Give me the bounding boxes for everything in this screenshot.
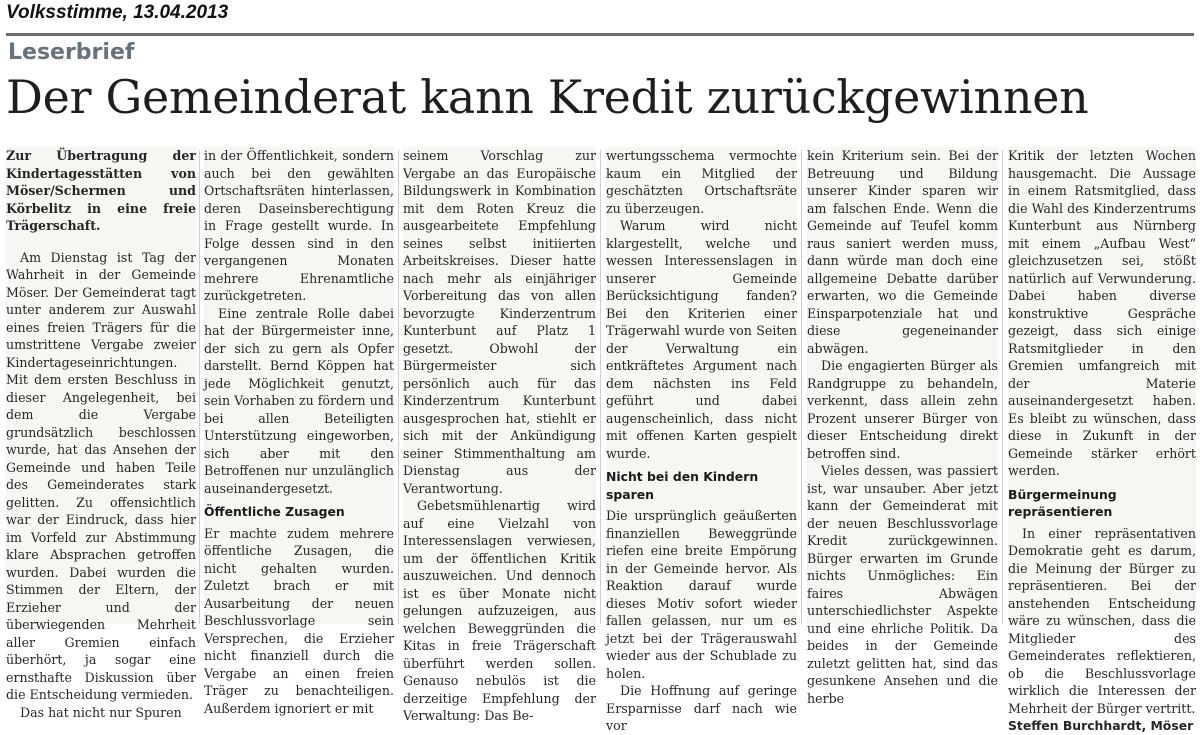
paragraph: Gebetsmühlenartig wird auf eine Vielzahl von Interessenslagen verwiesen, um der öffentlichen Kritik auszuweichen. Und dennoch ist es über Monate nicht gelungen aufzuzeigen, aus welchen Beweggründen die Kitas in freie Trägerschaft überführt werden sollen. Genauso nebulös ist die derzeitige Empfehlung der Verwaltung: Das Be- <box>403 498 596 723</box>
article-column-6 <box>1008 147 1196 733</box>
paragraph: seinem Vorschlag zur Vergabe an das Europäische Bildungswerk in Kombination mit dem Roten Kreuz die ausgearbeitete Empfehlung seines selbst initiierten Arbeitskreises. Dieser hatte nach mehr als einjähriger Vorbereitung das von allen bevorzugte Kinderzentrum Kunterbunt auf Platz 1 gesetzt. Obwohl der Bürgermeister sich persönlich auch für das Kinderzentrum Kunterbunt ausgesprochen hat, stiehlt er sich mit der Ankündigung seiner Stimmenthaltung am Dienstag aus der Verantwortung. <box>403 148 596 496</box>
headline: Der Gemeinderat kann Kredit zurückgewinnen <box>6 70 1089 124</box>
source-line: Volksstimme, 13.04.2013 <box>6 2 229 23</box>
paragraph: Vieles dessen, was passiert ist, war unsauber. Aber jetzt kann der Gemeinderat mit der neuen Beschlussvorlage Kredit zurückgewinnen. Bürger erwarten im Grunde nichts Unmögliches: Ein faires Abwägen unterschiedlichster Aspekte und eine ehrliche Politik. Da beides in der Gemeinde zuletzt gelitten hat, sind das gesunkene Ansehen und die herbe <box>807 463 998 706</box>
article-column-1 <box>6 147 196 720</box>
subheading: Nicht bei den Kindern sparen <box>606 469 759 502</box>
article-column-2 <box>204 147 394 716</box>
paragraph: kein Kriterium sein. Bei der Betreuung und Bildung unserer Kinder sparen wir am falschen Ende. Wenn die Gemeinde auf Teufel komm raus saniert werden muss, dann würde man doch eine allgemeine Debatte darüber erwarten, wo die Gemeinde Einsparpotenziale hat und diese gegeneinander abwägen. <box>807 148 998 356</box>
paragraph: In einer repräsentativen Demokratie geht es darum, die Meinung der Bürger zu repräsentieren. Bei der anstehenden Entscheidung wäre zu wünschen, dass die Mitglieder des Gemeinderates reflektieren, ob die Beschlussvorlage wirklich die Interessen der Mehrheit der Bürger vertritt. <box>1008 525 1196 716</box>
lead-paragraph: Zur Übertragung der Kindertagesstätten von Möser/Schermen und Körbelitz in eine freie Trägerschaft. <box>6 148 196 233</box>
subheading: Öffentliche Zusagen <box>204 504 345 519</box>
paragraph: Die ursprünglich geäußerten finanziellen Beweggründe riefen eine breite Empörung in der Gemeinde hervor. Als Reaktion darauf wurde dieses Motiv sofort wieder fallen gelassen, nur um es jetzt bei der Trägerauswahl wieder aus der Schublade zu holen. <box>606 508 797 681</box>
paragraph: Die Hoffnung auf geringe Ersparnisse darf nach wie vor <box>606 683 797 733</box>
paragraph: Er machte zudem mehrere öffentliche Zusagen, die nicht gehalten wurden. Zuletzt brach er mit Ausarbeitung der neuen Beschlussvorlage sein Versprechen, die Erzieher nicht finanziell durch die Vergabe an einen freien Träger zu benachteiligen. Außerdem ignoriert er mit <box>204 525 394 716</box>
paragraph: in der Öffentlichkeit, sondern auch bei den gewählten Ortschaftsräten hinterlassen, deren Daseinsberechtigung in Frage gestellt wurde. In Folge dessen sind in den vergangenen Monaten mehrere Ehrenamtliche zurückgetreten. <box>204 148 394 303</box>
paragraph: Kritik der letzten Wochen hausgemacht. Die Aussage in einem Ratsmitglied, dass die Wahl des Kinderzentrums Kunterbunt aus Nürnberg mit einem „Aufbau West“ gleichzusetzen sei, stößt natürlich auf Verwunderung. Dabei haben diverse konstruktive Gespräche gezeigt, dass sich einige Ratsmitglieder in den Gremien umfangreich mit der Materie auseinandergesetzt haben. Es bleibt zu wünschen, dass diese in Zukunft in der Gemeinde stärker erhört werden. <box>1008 148 1196 478</box>
column-divider <box>600 150 601 624</box>
paragraph: Warum wird nicht klargestellt, welche und wessen Interessenslagen in unserer Gemeinde Berücksichtigung fanden? Bei den Kriterien einer Trägerwahl wurde von Seiten der Verwaltung ein entkräftetes Argument nach dem nächsten ins Feld geführt und dabei augenscheinlich, dass nicht mit offenen Karten gespielt wurde. <box>606 218 797 461</box>
paragraph: wertungsschema vermochte kaum ein Mitglied der geschätzten Ortschaftsräte zu überzeugen. <box>606 148 797 216</box>
subheading: Bürgermeinung repräsentieren <box>1008 486 1117 519</box>
column-divider <box>801 150 802 624</box>
author-signature: Steffen Burchhardt, Möser <box>1008 718 1194 733</box>
column-divider <box>199 150 200 624</box>
section-kicker: Leserbrief <box>8 40 135 65</box>
paragraph: Am Dienstag ist Tag der Wahrheit in der Gemeinde Möser. Der Gemeinderat tagt unter anderem zur Auswahl eines freien Trägers für die umstrittene Vergabe zweier Kindertageseinrichtungen. Mit dem ersten Beschluss in dieser Angelegenheit, bei dem die Vergabe grundsätzlich beschlossen wurde, hat das Ansehen der Gemeinde und haben Teile des Gemeinderates stark gelitten. Zu offensichtlich war der Eindruck, dass hier im Vorfeld zur Abstimmung klare Absprachen getroffen wurden. Dabei wurden die Stimmen der Eltern, der Erzieher und der überwiegenden Mehrheit aller Gremien einfach überhört, ja sogar eine ernsthafte Diskussion über die Entscheidung vermieden. <box>6 249 196 702</box>
column-divider <box>1002 150 1003 624</box>
paragraph: Das hat nicht nur Spuren <box>20 704 182 720</box>
header-rule <box>6 33 1194 36</box>
paragraph: Die engagierten Bürger als Randgruppe zu behandeln, verkennt, dass allein zehn Prozent unserer Bürger von dieser Entscheidung direkt betroffen sind. <box>807 358 998 461</box>
article-column-3 <box>403 147 596 723</box>
article-column-5 <box>807 147 998 706</box>
column-divider <box>398 150 399 624</box>
article-column-4 <box>606 147 797 733</box>
paragraph: Eine zentrale Rolle dabei hat der Bürgermeister inne, der sich zu gern als Opfer darstellt. Bernd Köppen hat jede Möglichkeit genutzt, sein Vorhaben zu fördern und bei allen Beteiligten Unterstützung eingeworben, sich aber mit den Betroffenen nur unzulänglich auseinandergesetzt. <box>204 305 394 496</box>
